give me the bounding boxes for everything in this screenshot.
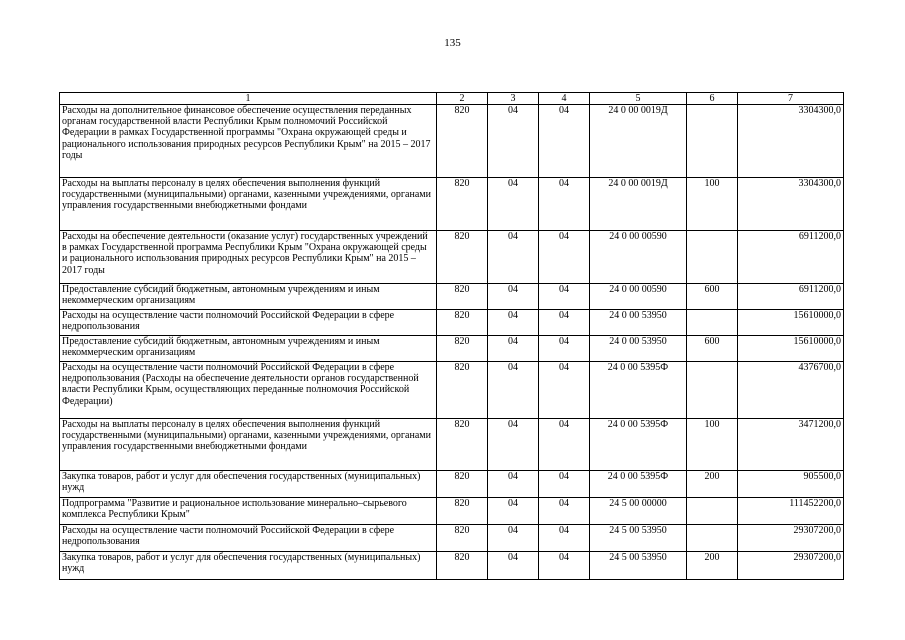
section-code: 04 <box>488 525 539 552</box>
ministry-code: 820 <box>437 178 488 231</box>
ministry-code: 820 <box>437 471 488 498</box>
table-row <box>60 105 844 178</box>
column-header: 7 <box>738 93 844 105</box>
column-header: 1 <box>60 93 437 105</box>
table-row <box>60 178 844 231</box>
budget-table <box>59 92 844 580</box>
expense-type-code <box>687 525 738 552</box>
expense-name: Закупка товаров, работ и услуг для обеспечения государственных (муниципальных) нужд <box>60 552 437 580</box>
section-code: 04 <box>488 498 539 525</box>
table-row <box>60 310 844 336</box>
page-number: 135 <box>444 37 461 49</box>
expense-type-code <box>687 498 738 525</box>
target-article-code: 24 5 00 53950 <box>590 525 687 552</box>
expense-name: Расходы на осуществление части полномочий Российской Федерации в сфере недропользования (Расходы на обеспечение деятельности органов государственной власти Республики Крым, осуществляющих переданные полномочия Российской Федерации) <box>60 362 437 419</box>
subsection-code: 04 <box>539 525 590 552</box>
expense-type-code: 100 <box>687 419 738 471</box>
table-row <box>60 231 844 284</box>
expense-name: Расходы на выплаты персоналу в целях обеспечения выполнения функций государственными (муниципальными) органами, казенными учреждениями, органами управления государственными внебюджетными фондами <box>60 178 437 231</box>
target-article-code: 24 0 00 0019Д <box>590 178 687 231</box>
section-code: 04 <box>488 471 539 498</box>
expense-name: Предоставление субсидий бюджетным, автономным учреждениям и иным некоммерческим организациям <box>60 284 437 310</box>
section-code: 04 <box>488 419 539 471</box>
ministry-code: 820 <box>437 419 488 471</box>
amount: 905500,0 <box>738 471 844 498</box>
target-article-code: 24 0 00 5395Ф <box>590 419 687 471</box>
table-row <box>60 336 844 362</box>
subsection-code: 04 <box>539 362 590 419</box>
table-row <box>60 498 844 525</box>
target-article-code: 24 5 00 00000 <box>590 498 687 525</box>
header-row <box>60 93 844 105</box>
expense-type-code <box>687 362 738 419</box>
subsection-code: 04 <box>539 105 590 178</box>
section-code: 04 <box>488 231 539 284</box>
amount: 29307200,0 <box>738 552 844 580</box>
ministry-code: 820 <box>437 231 488 284</box>
ministry-code: 820 <box>437 284 488 310</box>
amount: 15610000,0 <box>738 310 844 336</box>
table-row <box>60 284 844 310</box>
expense-name: Расходы на осуществление части полномочий Российской Федерации в сфере недропользования <box>60 525 437 552</box>
expense-type-code: 200 <box>687 471 738 498</box>
target-article-code: 24 5 00 53950 <box>590 552 687 580</box>
table-row <box>60 525 844 552</box>
expense-type-code <box>687 105 738 178</box>
target-article-code: 24 0 00 5395Ф <box>590 362 687 419</box>
column-header: 6 <box>687 93 738 105</box>
target-article-code: 24 0 00 53950 <box>590 310 687 336</box>
amount: 3304300,0 <box>738 105 844 178</box>
expense-type-code: 600 <box>687 336 738 362</box>
ministry-code: 820 <box>437 362 488 419</box>
section-code: 04 <box>488 552 539 580</box>
amount: 3471200,0 <box>738 419 844 471</box>
subsection-code: 04 <box>539 419 590 471</box>
column-header: 4 <box>539 93 590 105</box>
subsection-code: 04 <box>539 284 590 310</box>
target-article-code: 24 0 00 53950 <box>590 336 687 362</box>
expense-type-code: 600 <box>687 284 738 310</box>
amount: 6911200,0 <box>738 231 844 284</box>
expense-name: Расходы на осуществление части полномочий Российской Федерации в сфере недропользования <box>60 310 437 336</box>
subsection-code: 04 <box>539 178 590 231</box>
ministry-code: 820 <box>437 525 488 552</box>
section-code: 04 <box>488 178 539 231</box>
expense-name: Закупка товаров, работ и услуг для обеспечения государственных (муниципальных) нужд <box>60 471 437 498</box>
subsection-code: 04 <box>539 231 590 284</box>
column-header: 5 <box>590 93 687 105</box>
expense-name: Предоставление субсидий бюджетным, автономным учреждениям и иным некоммерческим организациям <box>60 336 437 362</box>
table-row <box>60 362 844 419</box>
ministry-code: 820 <box>437 105 488 178</box>
expense-type-code <box>687 310 738 336</box>
section-code: 04 <box>488 310 539 336</box>
target-article-code: 24 0 00 5395Ф <box>590 471 687 498</box>
column-header: 3 <box>488 93 539 105</box>
table-row <box>60 419 844 471</box>
amount: 3304300,0 <box>738 178 844 231</box>
ministry-code: 820 <box>437 552 488 580</box>
ministry-code: 820 <box>437 310 488 336</box>
table-row <box>60 552 844 580</box>
amount: 15610000,0 <box>738 336 844 362</box>
target-article-code: 24 0 00 0019Д <box>590 105 687 178</box>
amount: 29307200,0 <box>738 525 844 552</box>
expense-name: Расходы на дополнительное финансовое обеспечение осуществления переданных органам государственной власти Республики Крым полномочий Российской Федерации в рамках Государственной программы "Охрана окружающей среды и рационального использования природных ресурсов Республики Крым" на 2015 – 2017 годы <box>60 105 437 178</box>
amount: 6911200,0 <box>738 284 844 310</box>
subsection-code: 04 <box>539 552 590 580</box>
expense-name: Подпрограмма "Развитие и рациональное использование минерально–сырьевого комплекса Республики Крым" <box>60 498 437 525</box>
expense-name: Расходы на обеспечение деятельности (оказание услуг) государственных учреждений в рамках Государственной программа Республики Крым "Охрана окружающей среды и рационального использования природных ресурсов Республики Крым" на 2015 – 2017 годы <box>60 231 437 284</box>
subsection-code: 04 <box>539 498 590 525</box>
section-code: 04 <box>488 105 539 178</box>
expense-type-code: 200 <box>687 552 738 580</box>
section-code: 04 <box>488 336 539 362</box>
ministry-code: 820 <box>437 336 488 362</box>
subsection-code: 04 <box>539 336 590 362</box>
expense-name: Расходы на выплаты персоналу в целях обеспечения выполнения функций государственными (муниципальными) органами, казенными учреждениями, органами управления государственными внебюджетными фондами <box>60 419 437 471</box>
amount: 4376700,0 <box>738 362 844 419</box>
target-article-code: 24 0 00 00590 <box>590 284 687 310</box>
subsection-code: 04 <box>539 310 590 336</box>
target-article-code: 24 0 00 00590 <box>590 231 687 284</box>
expense-type-code <box>687 231 738 284</box>
table-row <box>60 471 844 498</box>
subsection-code: 04 <box>539 471 590 498</box>
column-header: 2 <box>437 93 488 105</box>
ministry-code: 820 <box>437 498 488 525</box>
expense-type-code: 100 <box>687 178 738 231</box>
section-code: 04 <box>488 284 539 310</box>
section-code: 04 <box>488 362 539 419</box>
amount: 111452200,0 <box>738 498 844 525</box>
